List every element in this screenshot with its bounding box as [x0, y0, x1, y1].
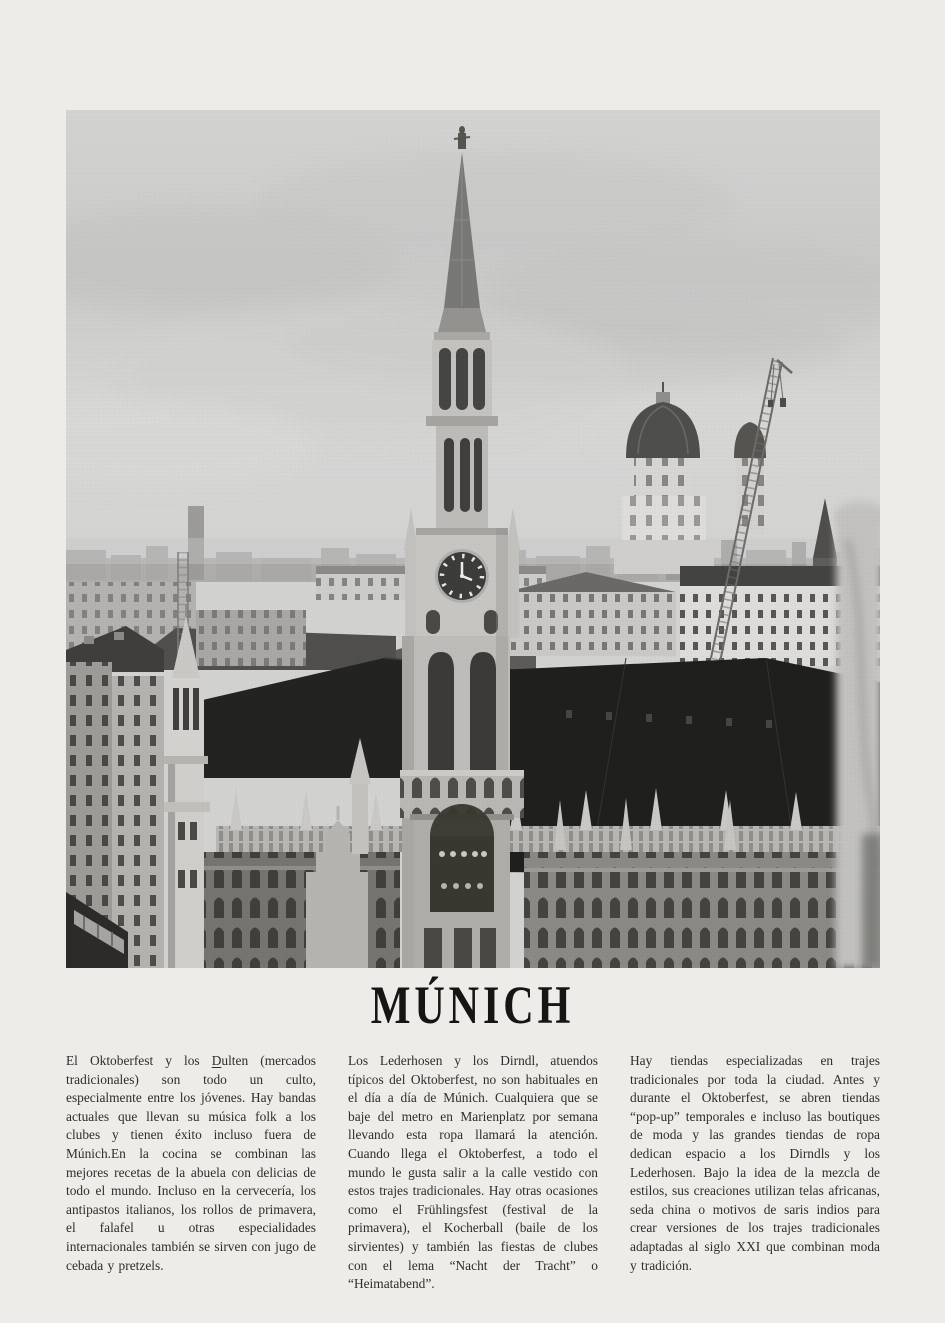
article-column-2: Los Lederhosen y los Dirndl, atuendos típicos del Oktoberfest, no son habituales en el día a día de Múnich. Cualquiera que se baje del metro en Marienplatz por semana llevando esta ropa llamará la atención. Cuando llega el Oktoberfest, a todo el mundo le gusta salir a la calle vestido con estos trajes tradicionales. Hay otras ocasiones como el Frühlingsfest (festival de la primavera), el Kocherball (baile de los sirvientes) y también las fiestas de clubes con el lema “Nacht der Tracht” o “Heimatabend”. — [348, 1053, 598, 1292]
article-column-3: Hay tiendas especializadas en trajes tradicionales por toda la ciudad. Antes y durante el Oktoberfest, se abren tiendas “pop-up” temporales e incluso las boutiques de moda y las grandes tiendas de ropa dedican espacio a los Dirndls y los Lederhosen. Bajo la idea de la mezcla de estilos, sus creaciones utilizan telas africanas, seda china o motivos de saris indios para crear versiones de los trajes tradicionales adaptadas al siglo XXI que combinan moda y tradición. — [630, 1053, 880, 1273]
page-title — [0, 974, 945, 1038]
column1-underlined-letter: D — [211, 1053, 222, 1068]
munich-photo — [66, 110, 880, 968]
page-title-text: MÚNICH — [370, 975, 575, 1035]
column1-lead: El Oktoberfest y los — [66, 1053, 212, 1068]
column1-rest: ulten (mercados tradicionales) son todo un culto, especialmente entre los jóvenes. Hay bandas actuales que llevan su música folk a los clubes y tienen éxito incluso fuera de Múnich.En la cocina se combinan las mejores recetas de la abuela con delicias de todo el mundo. Incluso en la cervecería, los antipastos italianos, los rollos de primavera, el falafel u otras especialidades internacionales también se sirven con jugo de cebada y pretzels. — [66, 1053, 317, 1273]
article-columns — [66, 1052, 880, 1294]
article-column-1 — [66, 1052, 316, 1294]
photo-grain — [66, 110, 880, 968]
